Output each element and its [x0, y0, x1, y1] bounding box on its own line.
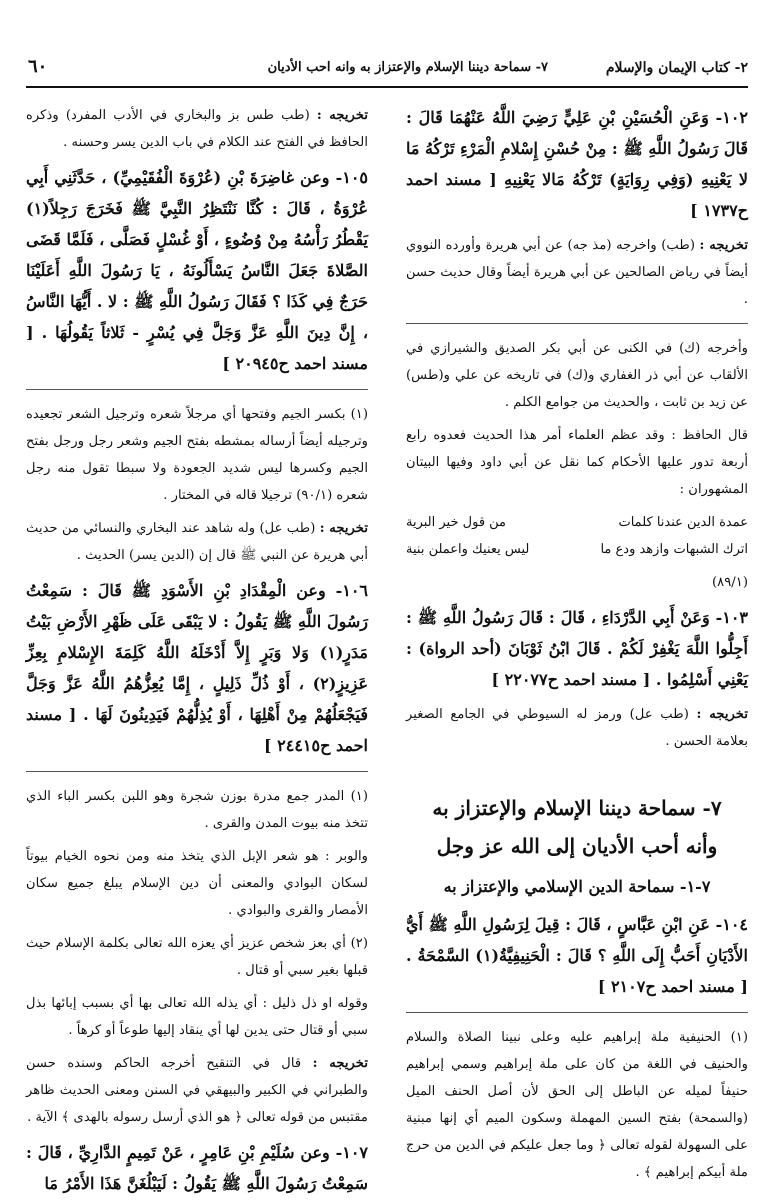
hadith-105: ١٠٥- وعن غاضِرَةَ بْنِ (عُرْوَةَ الْفُقَيْمِيِّ) ، حَدَّثَنِي أَبِي عُرْوَةُ ، قَالَ : كُنَّا نَنْتَظِرُ النَّبِيَّ ﷺ فَخَرَجَ رَجِلاً(١) يَقْطُرُ رَأْسُهُ مِنْ وُضُوءٍ ، أَوْ غُسْلٍ فَصَلَّى ، فَلَمَّا قَضَى الصَّلاةَ جَعَلَ النَّاسُ يَسْأَلُونَهُ ، يَا رَسُولَ اللَّهِ أَعَلَيْنَا حَرَجٌ فِي كَذَا ؟ فَقَالَ رَسُولُ اللَّهِ ﷺ : لا . أَيُّهَا النَّاسُ ، إِنَّ دِينَ اللَّهِ عَزَّ وَجَلَّ فِي يُسْرٍ - ثَلاثاً يَقُولُهَا . [ مسند احمد ح٢٠٩٤٥ ] — [26, 168, 368, 373]
header-rule — [26, 86, 748, 88]
takhrij-103 — [406, 701, 748, 755]
hadith-106: ١٠٦- وعن الْمِقْدَادِ بْنِ الأَسْوَدِ ﷺ قَالَ : سَمِعْتُ رَسُولَ اللَّهِ ﷺ يَقُولُ : لا يَبْقَى عَلَى ظَهْرِ الأَرْضِ بَيْتُ مَدَرٍ(١) وَلا وَبَرٍ إِلاَّ أَدْخَلَهُ اللَّهُ كَلِمَةَ الإِسْلامِ بِعِزِّ عَزِيزٍ(٢) ، أَوْ ذُلِّ ذَلِيلٍ ، إِمَّا يُعِزُّهُمُ اللَّهُ عَزَّ وَجَلَّ فَيَجْعَلُهُمْ مِنْ أَهْلِهَا ، أَوْ يُذِلُّهُمْ فَيَدِينُونَ لَهَا . [ مسند احمد ح٢٤٤١٥ ] — [26, 581, 368, 755]
takhrij-label: تخريجه : — [699, 238, 748, 253]
takhrij-text: (طب) واخرجه (مذ جه) عن أبي هريرة وأورده النووي أيضاً في رياض الصالحين عن أبي هريرة أيضاً وقال حديث حسن . — [406, 238, 748, 307]
takhrij-text: (طب عل) ورمز له السيوطي في الجامع الصغير بعلامة الحسن . — [406, 707, 748, 749]
note-102: وأخرجه (ك) في الكنى عن أبي بكر الصديق والشيرازي في الألقاب عن أبي ذر الغفاري و(ك) في تاريخه عن علي و(طس) عن زيد بن ثابت ، والحديث من جوامع الكلم . — [406, 341, 748, 410]
takhrij-106 — [26, 1050, 368, 1131]
chapter-title: ٢- كتاب الإيمان والإسلام — [605, 60, 748, 76]
hafiz-note: قال الحافظ : وقد عظم العلماء أمر هذا الحديث فعدوه رابع أربعة تدور عليها الأحكام كما نقل عن أبي داود وفيها البيتان المشهوران : — [406, 428, 748, 497]
poem-reference: (٨٩/١) — [711, 575, 748, 590]
left-column — [26, 96, 368, 1203]
section-running-title: ٧- سماحة ديننا الإسلام والإعتزاز به وانه احب الأديان — [267, 60, 548, 75]
section-title-line-2: وأنه أحب الأديان إلى الله عز وجل — [436, 834, 718, 858]
footnote-106-2: (٢) أي بعز شخص عزيز أي يعزه الله تعالى بكلمة الإسلام حيث قبلها بغير سبي أو قتال . — [26, 936, 368, 978]
takhrij-text: قال في التنقيح أخرجه الحاكم وسنده حسن والطبراني في الكبير والبيهقي في السنن ومعنى الحديث ظاهر مقتبس من قوله تعالى ﴿ هو الذي أرسل رسوله بالهدى ﴾ الآية . — [26, 1056, 368, 1125]
takhrij-104 — [26, 102, 368, 156]
takhrij-label: تخريجه : — [319, 521, 368, 536]
takhrij-label: تخريجه : — [316, 108, 368, 123]
poem-half: عمدة الدين عندنا كلمات — [618, 515, 748, 530]
divider — [406, 1012, 748, 1014]
footnote-106-1b: والوبر : هو شعر الإبل الذي يتخذ منه ومن نحوه الخيام بيوتاً لسكان البوادي والمعنى أن دين الإسلام يبلغ جميع سكان الأمصار والقرى والبوادي . — [26, 849, 368, 918]
sub-section-title: ٧-١- سماحة الدين الإسلامي والإعتزاز به — [443, 877, 711, 896]
divider — [26, 389, 368, 391]
divider — [406, 323, 748, 325]
hadith-102: ١٠٢- وَعَنِ الْحُسَيْنِ بْنِ عَلِيٍّ رَضِيَ اللَّهُ عَنْهُمَا قَالَ : قَالَ رَسُولُ اللَّهِ ﷺ : مِنْ حُسْنِ إِسْلامِ الْمَرْءِ تَرْكُهُ مَا لا يَعْنِيهِ (وَفِي رِوَايَةٍ) تَرْكُهُ مَالا يَعْنِيهِ [ مسند احمد ح١٧٣٧ ] — [406, 108, 748, 220]
takhrij-text: (طب عل) وله شاهد عند البخاري والنسائي من حديث أبي هريرة عن النبي ﷺ قال إن (الدين يسر) الحديث . — [26, 521, 368, 563]
poem-line-2 — [406, 536, 748, 563]
poem-line-1 — [406, 509, 748, 536]
hadith-104: ١٠٤- عَنِ ابْنِ عَبَّاسٍ ، قَالَ : قِيلَ لِرَسُولِ اللَّهِ ﷺ أَيُّ الأَدْيَانِ أَحَبُّ إِلَى اللَّهِ ؟ قَالَ : الْحَنِيفِيَّةُ(١) السَّمْحَةُ . [ مسند احمد ح٢١٠٧ ] — [406, 915, 748, 996]
footnote-106-2b: وقوله او ذل ذليل : أي يذله الله تعالى بها أي بسبب إبائها بذل سبي أو قتال حتى يدين لها أي ينقاد إليها طوعاً أو كرهاً . — [26, 996, 368, 1038]
takhrij-105 — [26, 515, 368, 569]
hadith-107: ١٠٧- وعن سُلَيْمِ بْنِ عَامِرٍ ، عَنْ تَمِيمٍ الدَّارِيِّ ، قَالَ : سَمِعْتُ رَسُولَ اللَّهِ ﷺ يَقُولُ : لَيَبْلُغَنَّ هَذَا الأَمْرُ مَا — [26, 1143, 369, 1193]
footnote-105: (١) بكسر الجيم وفتحها أي مرجلاً شعره وترجيل الشعر تجعيده وترجيله أيضاً أرساله بمشطه بفتح الجيم وشعر رجل ورجل بفتح الجيم وكسرها ليس شديد الجعودة ولا سبطا تقول منه رجل شعره (٩٠/١) ترجيلا قاله في المختار . — [26, 407, 368, 503]
poem-half: اترك الشبهات وازهد ودع ما — [600, 542, 748, 557]
section-title — [406, 789, 748, 865]
divider — [26, 771, 368, 773]
poem-half: من قول خير البرية — [406, 515, 507, 530]
footnote-104: (١) الحنيفية ملة إبراهيم عليه وعلى نبينا الصلاة والسلام والحنيف في اللغة من كان على ملة إبراهيم وسمي إبراهيم حنيفاً لميله عن الباطل إلى الحق لأن أصل الحنف الميل (والسمحة) بفتح السين المهملة وسكون الميم أي إنها مبنية على السهولة لقوله تعالى ﴿ وما جعل عليكم في الدين من حرج ملة أبيكم إبراهيم ﴾ . — [406, 1030, 748, 1180]
page-number: ٦٠ — [28, 56, 48, 77]
footnote-106-1: (١) المدر جمع مدرة بوزن شجرة وهو اللبن بكسر الباء الذي تتخذ منه بيوت المدن والقرى . — [26, 789, 368, 831]
right-column — [406, 96, 748, 1192]
poem-half: ليس يعنيك واعملن بنية — [406, 542, 530, 557]
takhrij-label: تخريجه : — [696, 707, 748, 722]
takhrij-text: (طب طس بز والبخاري في الأدب المفرد) وذكره الحافظ في الفتح عند الكلام في باب الدين يسر وحسنه . — [26, 108, 368, 150]
takhrij-102 — [406, 232, 748, 313]
page-header — [28, 56, 748, 86]
takhrij-label: تخريجه : — [312, 1056, 368, 1071]
hadith-103: ١٠٣- وَعَنْ أَبِي الدَّرْدَاءِ ، قَالَ : قَالَ رَسُولُ اللَّهِ ﷺ : أَجِلُّوا اللَّهَ يَغْفِرْ لَكُمْ . قَالَ ابْنُ ثَوْبَانَ (أحد الرواة) : يَعْنِي أَسْلِمُوا . [ مسند احمد ح٢٢٠٧٧ ] — [406, 608, 748, 689]
section-title-line-1: ٧- سماحة ديننا الإسلام والإعتزاز به — [432, 796, 722, 820]
